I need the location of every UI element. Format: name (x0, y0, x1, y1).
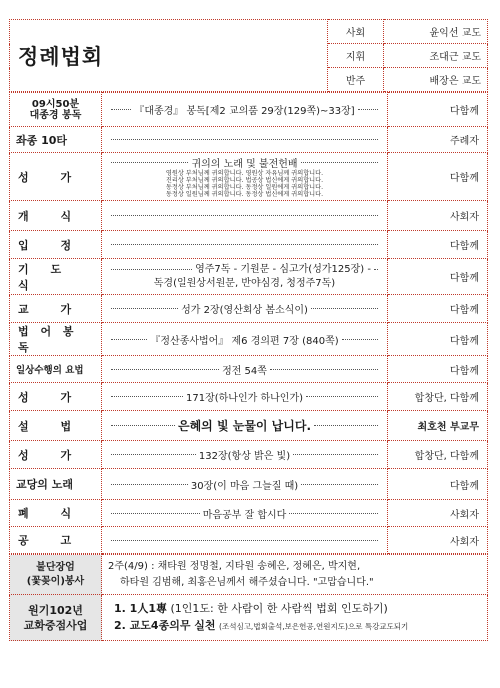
service-label-line: (꽃꽂이)봉사 (26, 575, 85, 587)
program-row (10, 201, 488, 231)
program-row (10, 441, 488, 469)
program-label: 입 정 (10, 231, 102, 259)
program-content: 171장(하나인가 하나인가) (186, 393, 304, 404)
bulletin-sheet (9, 19, 487, 641)
program-label-line: 대종경 봉독 (29, 109, 82, 121)
service-note (102, 555, 488, 595)
service-note-line: 2주(4/9) : 채타원 정명철, 지타원 송혜은, 정혜은, 박지현, (108, 560, 361, 572)
program-performer: 사회자 (388, 201, 488, 231)
lyrics-line: 동정상 일원님께 귀의합니다. 동정상 법신에게 귀의합니다. (165, 191, 324, 198)
program-performer: 다함께 (388, 356, 488, 383)
goals-label-line: 원기102년 (28, 603, 83, 617)
lyrics-block (108, 170, 381, 198)
program-label: 교 가 (10, 295, 102, 323)
lyrics-line: 진리상 부처님께 귀의합니다. 법공상 법신에게 귀의합니다. (165, 177, 324, 184)
program-row (10, 527, 488, 554)
service-row (10, 555, 488, 595)
lyrics-line: 영원상 부처님께 귀의합니다. 영원상 자유님께 귀의합니다. (165, 170, 324, 177)
program-content: 마음공부 잘 합시다 (202, 509, 287, 521)
program-content: 귀의의 노래 및 불전헌배 (191, 159, 298, 170)
program-label: 좌종 10타 (10, 127, 102, 153)
program-label: 성 가 (10, 153, 102, 201)
program-row (10, 153, 488, 201)
program-content: 132장(항상 밝은 빛) (198, 451, 291, 462)
program-label: 법 어 봉 독 (10, 323, 102, 356)
program-label: 공 고 (10, 527, 102, 554)
program-performer: 다함께 (388, 93, 488, 127)
program-row (10, 93, 488, 127)
goal-detail: (1인1도: 한 사람이 한 사람씩 법회 인도하기) (170, 602, 388, 615)
goal-title: 1. 1人1專 (114, 602, 167, 615)
goal-detail: (조석심고,법회출석,보은헌공,연원지도)으로 특강교도되기 (219, 622, 409, 631)
lyrics-line: 동정상 부처님께 귀의합니다. 동정상 일원에게 귀의합니다. (165, 184, 324, 191)
goal-item (114, 600, 481, 617)
program-content: 『대종경』 봉독[제2 교의품 29장(129쪽)~33장] (134, 106, 355, 117)
program-label (10, 93, 102, 127)
program-content: 정전 54쪽 (222, 365, 267, 377)
page-title: 정례법회 (10, 20, 328, 92)
program-table (9, 92, 488, 554)
program-row (10, 323, 488, 356)
program-row (10, 231, 488, 259)
program-performer: 다함께 (388, 469, 488, 500)
program-row (10, 259, 488, 295)
officiant-role-conductor: 지휘 (328, 44, 384, 68)
goals-label (10, 595, 102, 641)
program-performer: 최호천 부교무 (388, 411, 488, 441)
program-label: 성 가 (10, 441, 102, 469)
program-content: 영주7독 - 기원문 - 심고가(성가125장) - (195, 263, 371, 275)
program-performer: 합창단, 다함께 (388, 383, 488, 411)
goals-row (10, 595, 488, 641)
program-performer: 사회자 (388, 527, 488, 554)
program-performer: 합창단, 다함께 (388, 441, 488, 469)
officiant-role-accompanist: 반주 (328, 68, 384, 92)
program-label: 개 식 (10, 201, 102, 231)
goal-item (114, 617, 481, 635)
sermon-title: 은혜의 빛 눈물이 납니다. (178, 419, 312, 433)
program-performer: 주례자 (388, 127, 488, 153)
program-performer: 다함께 (388, 153, 488, 201)
program-content: 30장(이 마음 그늘질 때) (190, 480, 299, 492)
program-row (10, 469, 488, 500)
program-label: 교당의 노래 (10, 469, 102, 500)
officiant-role-host: 사회 (328, 20, 384, 44)
program-label: 기 도 식 (10, 259, 102, 295)
officiant-name-host: 윤익선 교도 (384, 20, 488, 44)
program-row (10, 127, 488, 153)
program-row (10, 500, 488, 527)
program-performer: 다함께 (388, 231, 488, 259)
info-table (9, 554, 488, 641)
program-performer: 사회자 (388, 500, 488, 527)
goal-title: 2. 교도4종의무 실천 (114, 619, 216, 632)
program-label-line: 09시50분 (31, 98, 80, 110)
program-label: 설 법 (10, 411, 102, 441)
service-label (10, 555, 102, 595)
program-performer: 다함께 (388, 259, 488, 295)
goals-label-line: 교화중점사업 (23, 618, 88, 632)
program-label: 폐 식 (10, 500, 102, 527)
program-content: 성가 2장(영산회상 봄소식이) (181, 305, 308, 316)
program-content: 독경(일원상서원문, 반야심경, 청정주7독) (153, 277, 336, 289)
service-label-line: 불단장엄 (36, 561, 75, 573)
officiant-name-conductor: 조대근 교도 (384, 44, 488, 68)
service-note-line: 하타원 김범해, 최홍은님께서 해주셨습니다. "고맙습니다." (120, 576, 374, 588)
program-row (10, 383, 488, 411)
header-table (9, 19, 488, 92)
program-label: 성 가 (10, 383, 102, 411)
program-row (10, 411, 488, 441)
program-performer: 다함께 (388, 323, 488, 356)
officiant-name-accompanist: 배장은 교도 (384, 68, 488, 92)
program-content: 『정산종사법어』 제6 경의편 7장 (840쪽) (150, 335, 339, 347)
program-row (10, 356, 488, 383)
program-performer: 다함께 (388, 295, 488, 323)
goals-list (102, 595, 488, 641)
program-label: 일상수행의 요법 (10, 356, 102, 383)
program-row (10, 295, 488, 323)
